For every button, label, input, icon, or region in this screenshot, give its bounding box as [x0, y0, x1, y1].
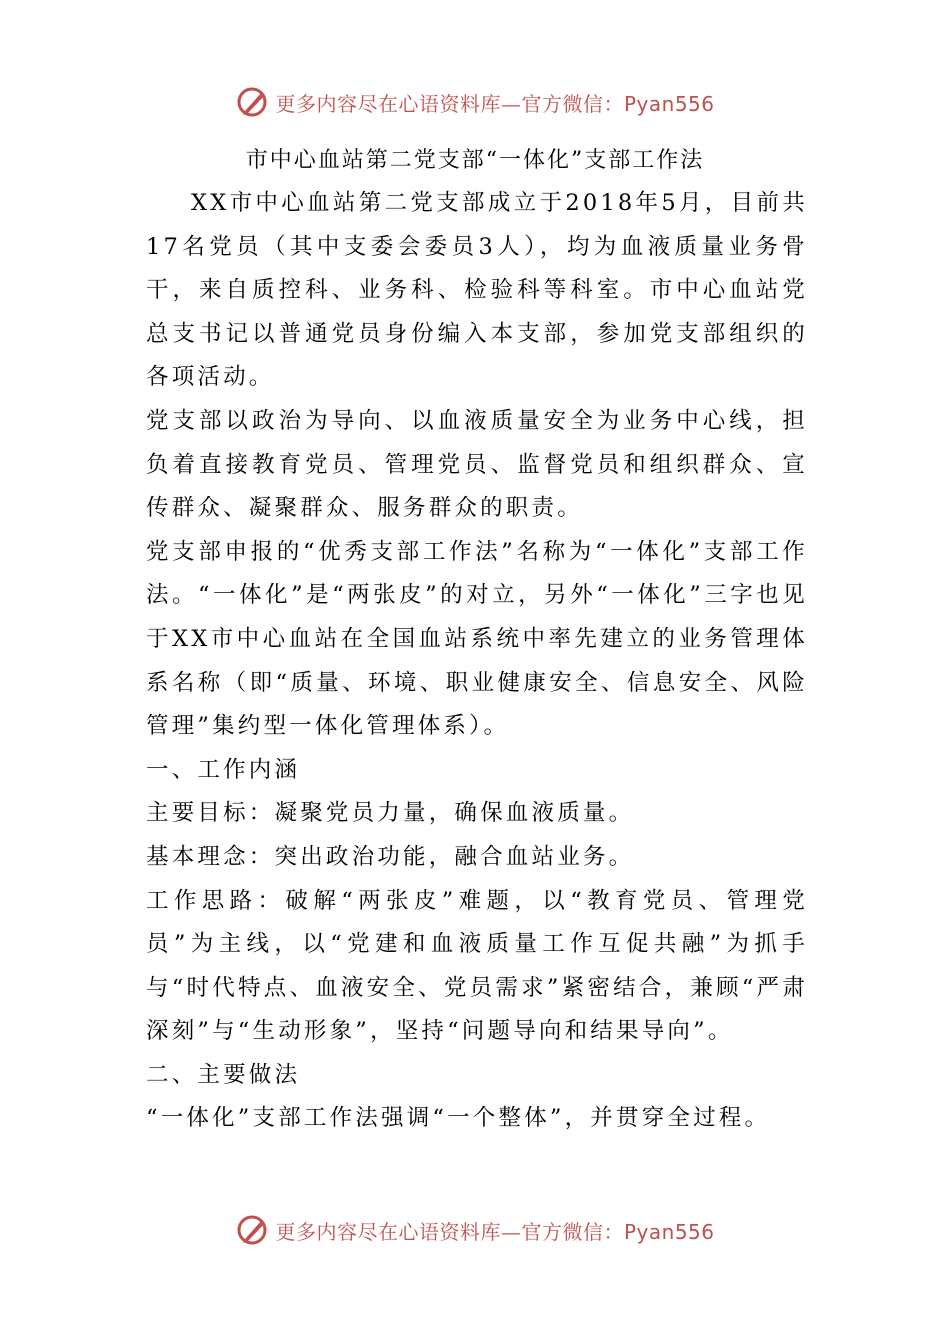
watermark-header: [0, 82, 950, 122]
watermark-footer: [0, 1210, 950, 1250]
paragraph-practice: “一体化”支部工作法强调“一个整体”，并贯穿全过程。: [146, 1105, 771, 1132]
paragraph-intro: XX市中心血站第二党支部成立于2018年5月，目前共17名党员（其中支委会委员3人），均为血液质量业务骨干，来自质控科、业务科、检验科等科室。市中心血站党总支书记以普通党员身份编入本支部，参加党支部组织的各项活动。: [146, 190, 808, 391]
paragraph-approach: 工作思路：破解“两张皮”难题，以“教育党员、管理党员”为主线，以“党建和血液质量工作互促共融”为抓手与“时代特点、血液安全、党员需求”紧密结合，兼顾“严肃深刻”与“生动形象”，坚持“问题导向和结果导向”。: [146, 887, 808, 1045]
watermark-wechat-id: Pyan556: [623, 1219, 715, 1244]
pen-circle-icon: [235, 84, 271, 120]
section-heading-2: 二、主要做法: [146, 1061, 301, 1088]
section-heading-1: 一、工作内涵: [146, 756, 301, 783]
document-body: [146, 182, 808, 1141]
watermark-text: 更多内容尽在心语资料库—官方微信：: [275, 1219, 624, 1244]
paragraph-concept: 基本理念：突出政治功能，融合血站业务。: [146, 843, 635, 870]
watermark-wechat-id: Pyan556: [623, 91, 715, 116]
pen-circle-icon: [235, 1212, 271, 1248]
watermark-text: 更多内容尽在心语资料库—官方微信：: [275, 91, 624, 116]
paragraph-goal: 主要目标：凝聚党员力量，确保血液质量。: [146, 800, 635, 827]
document-title: 市中心血站第二党支部“一体化”支部工作法: [245, 148, 705, 173]
paragraph-duty: 党支部以政治为导向、以血液质量安全为业务中心线，担负着直接教育党员、管理党员、监督党员和组织群众、宣传群众、凝聚群众、服务群众的职责。: [146, 407, 808, 522]
paragraph-method-name: 党支部申报的“优秀支部工作法”名称为“一体化”支部工作法。“一体化”是“两张皮”的对立，另外“一体化”三字也见于XX市中心血站在全国血站系统中率先建立的业务管理体系名称（即“质量、环境、职业健康安全、信息安全、风险管理”集约型一体化管理体系）。: [146, 538, 808, 740]
